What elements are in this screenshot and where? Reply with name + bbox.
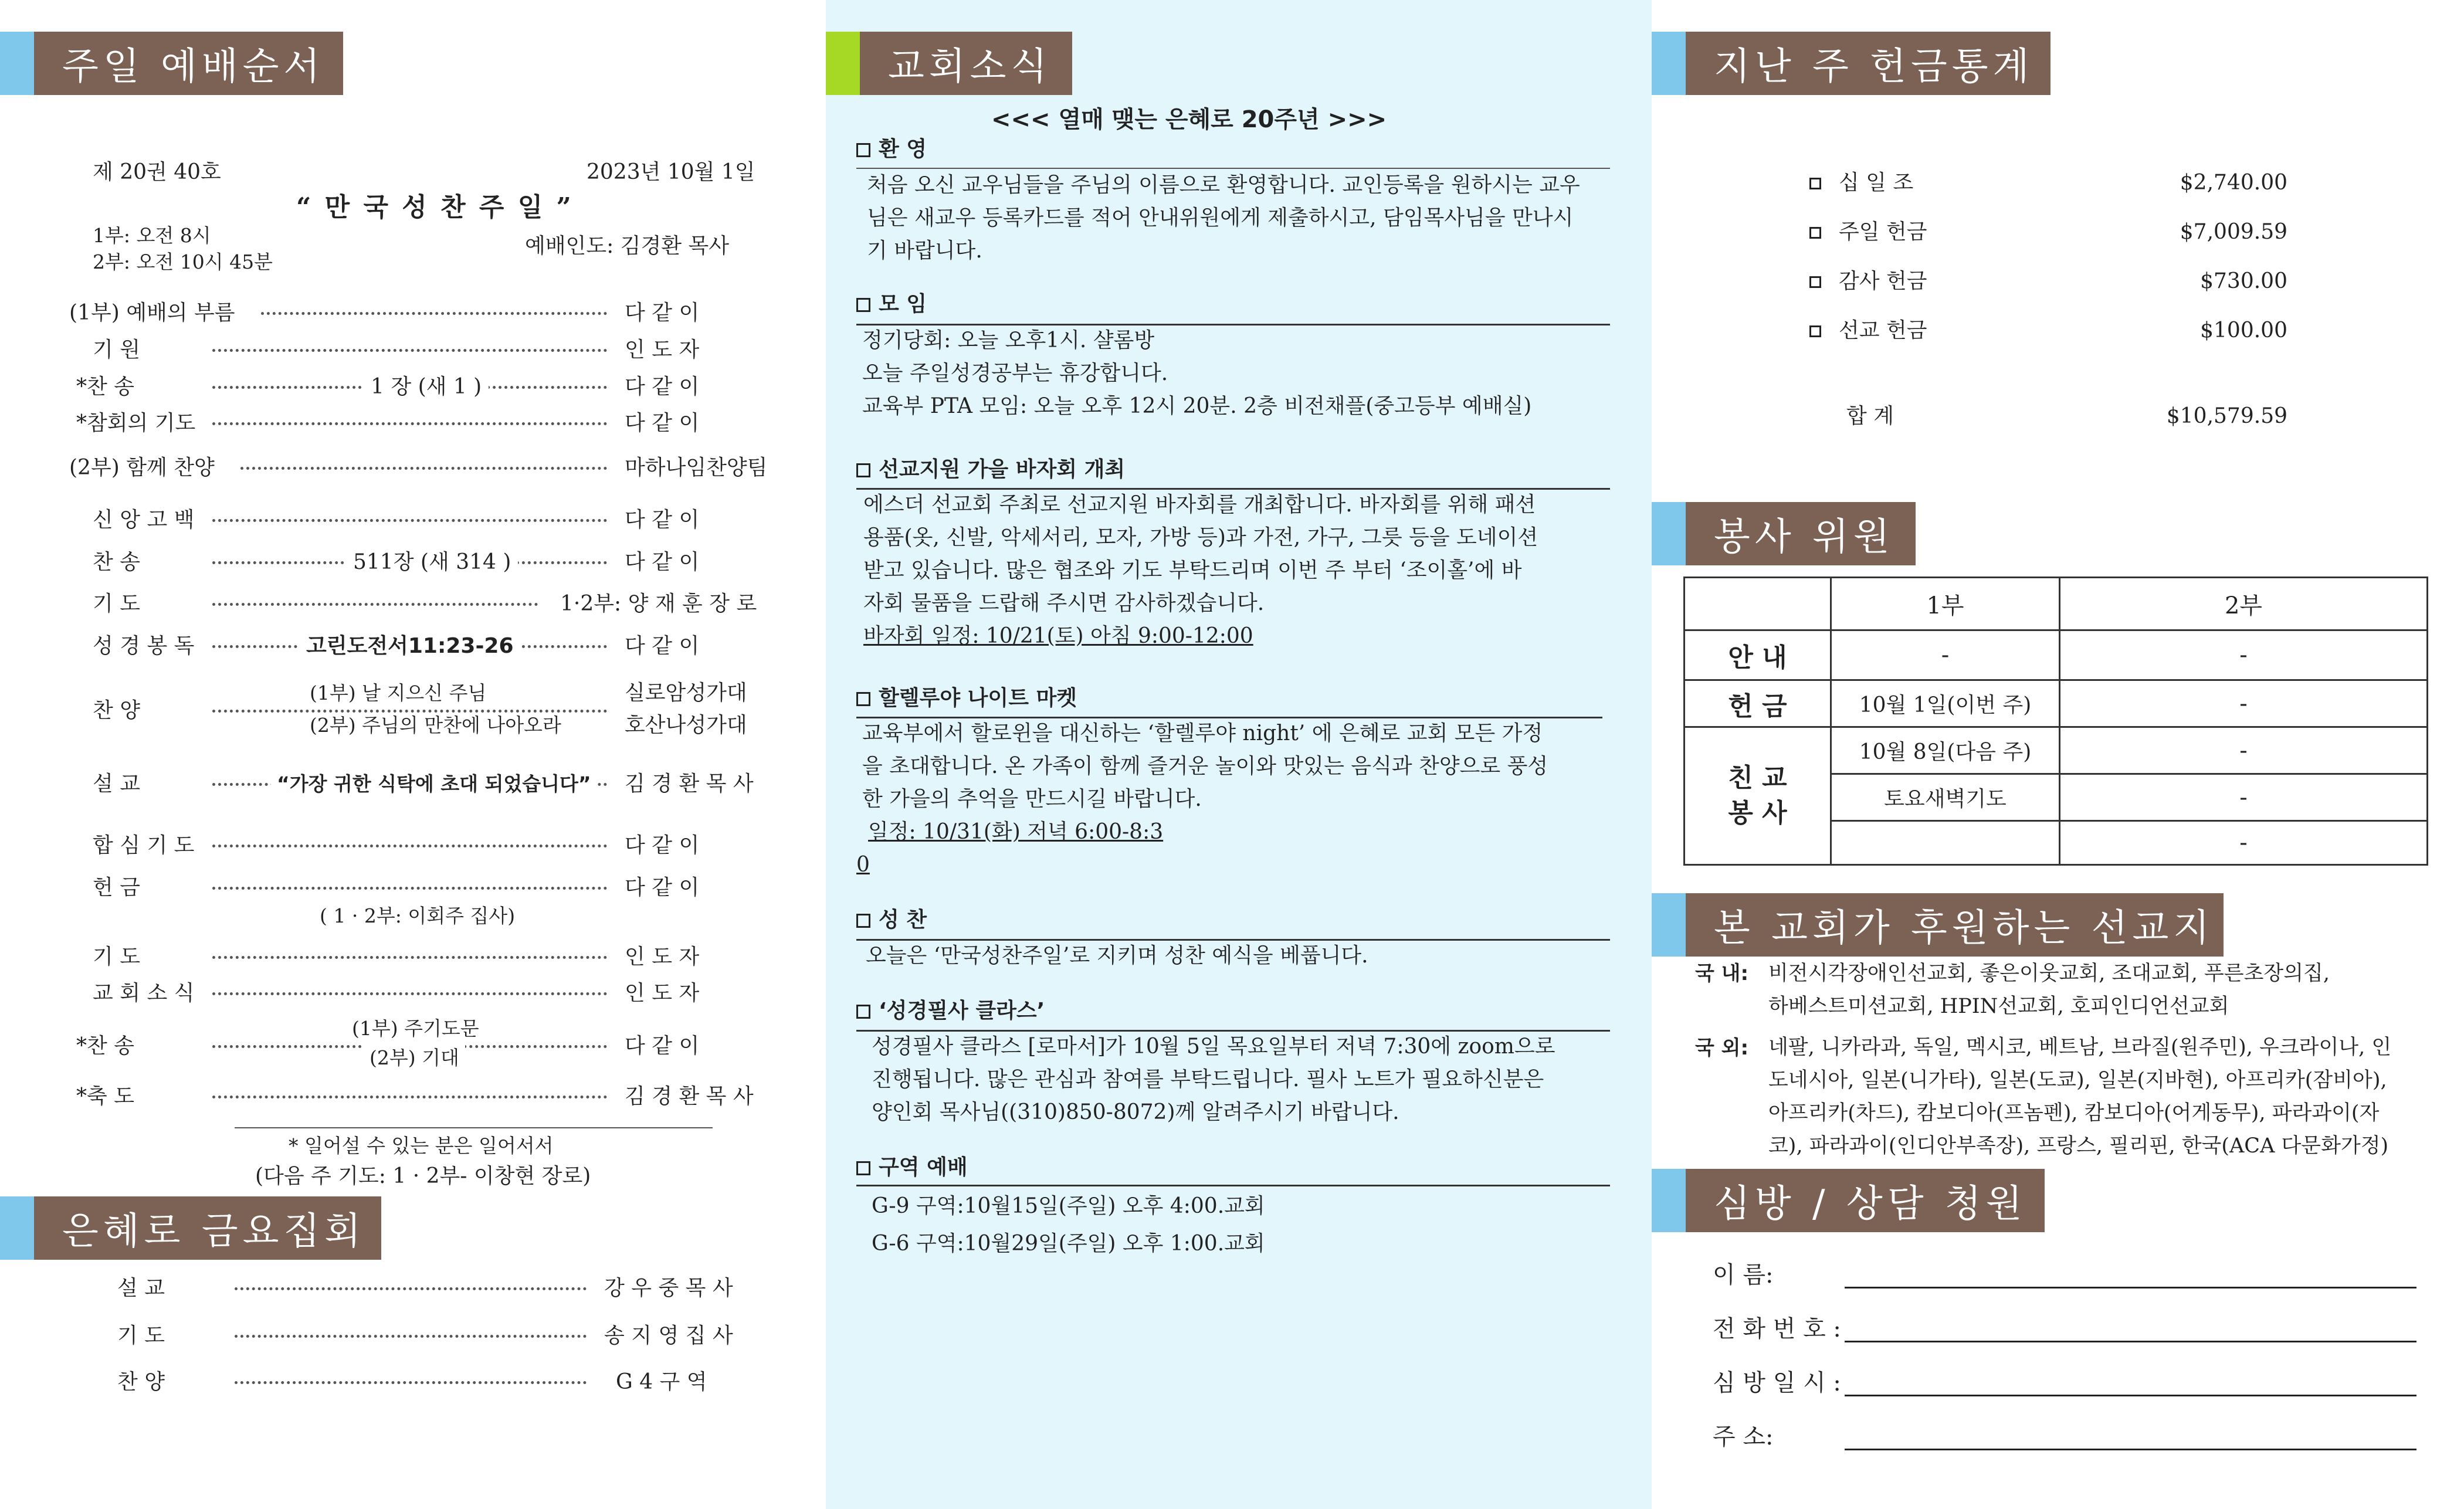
- news-title: 교회소식: [888, 45, 1052, 89]
- visit-title: 심방 / 상담 청원: [1714, 1182, 2027, 1226]
- bazaar-text: 에스더 선교회 주최로 선교지원 바자회를 개최합니다. 바자회를 위해 패션 용품(옷, 신발, 악세서리, 모자, 가방 등)과 가전, 가구, 그릇 등을 도네이션 받고 있습니다. 많은 협조와 기도 부탁드리며 이번 주 부터 ‘조이홀’에 바 자회 물품을 드랍해 주시면 감사하겠습니다. 바자회 일정: 10/21(토) 아침 9:00-12:00: [863, 493, 1538, 648]
- mission-header: [1652, 893, 2224, 957]
- friday-title: 은혜로 금요집회: [62, 1210, 366, 1253]
- mission-title: 본 교회가 후원하는 선교지: [1714, 907, 2215, 950]
- bible-heading: ‘성경필사 클라스’: [856, 994, 1045, 1024]
- meeting-heading: 모 임: [856, 287, 927, 317]
- market-heading: 할렐루야 나이트 마켓: [856, 681, 1077, 711]
- worship-order-header: [0, 32, 343, 95]
- offering-header: [1652, 32, 2050, 95]
- service-time-1: 1부: 오전 8시: [93, 224, 211, 247]
- worship-order-title: 주일 예배순서: [62, 45, 325, 89]
- divider: [235, 1127, 713, 1128]
- communion-text: 오늘은 ‘만국성찬주일’로 지키며 성찬 예식을 베풉니다.: [866, 944, 1368, 968]
- service-time-2: 2부: 오전 10시 45분: [93, 250, 273, 273]
- bible-text: 성경필사 클라스 [로마서]가 10월 5일 목요일부터 저녁 7:30에 zoom으로 진행됩니다. 많은 관심과 참여를 부탁드립니다. 필사 노트가 필요하신분은 양인회 목사님((310)850-8072)께 알려주시기 바랍니다.: [872, 1035, 1555, 1124]
- slogan: <<< 열매 맺는 은혜로 20주년 >>>: [991, 106, 1387, 133]
- meeting-text: 정기당회: 오늘 오후1시. 샬롬방 오늘 주일성경공부는 휴강합니다. 교육부 PTA 모임: 오늘 오후 12시 20분. 2층 비전채플(중고등부 예배실): [862, 328, 1532, 418]
- next-week-prayer: (다음 주 기도: 1 · 2부- 이창현 장로): [255, 1164, 591, 1188]
- sunday-theme: “ 만 국 성 찬 주 일 ”: [296, 192, 574, 222]
- welcome-heading: 환 영: [856, 133, 927, 162]
- standing-note: * 일어설 수 있는 분은 일어서서: [289, 1134, 554, 1157]
- district-heading: 구역 예배: [856, 1151, 968, 1181]
- district-text: G-9 구역:10월15일(주일) 오후 4:00.교회 G-6 구역:10월29일(주일) 오후 1:00.교회: [872, 1194, 1265, 1256]
- issue-number: 제 20권 40호: [93, 160, 221, 184]
- service-header: [1652, 502, 1916, 565]
- service-title: 봉사 위원: [1714, 516, 1894, 559]
- service-table: 1부 2부 안 내 - - 헌 금 10월 1일(이번 주) - 친 교 봉 사 10월 8일(다음 주) - 토요새벽기도 - -: [1683, 577, 2428, 866]
- domestic-label: 국 내:: [1695, 962, 1749, 985]
- offering-title: 지난 주 헌금통계: [1714, 45, 2034, 89]
- foreign-missions: 네팔, 니카라과, 독일, 멕시코, 베트남, 브라질(원주민), 우크라이나, 인 도네시아, 일본(니가타), 일본(도쿄), 일본(지바현), 아프리카(잠비아), 아프리카(차드), 캄보디아(프놈펜), 캄보디아(어게동무), 파라과이(자 코), 파라과이(인디안부족장), 프랑스, 필리핀, 한국(ACA 다문화가정): [1768, 1036, 2392, 1158]
- communion-heading: 성 찬: [856, 903, 927, 933]
- offering-total-label: 합 계: [1846, 404, 1894, 428]
- market-text: 교육부에서 할로윈을 대신하는 ‘할렐루야 night’ 에 은혜로 교회 모든 가정 을 초대합니다. 온 가족이 함께 즐거운 놀이와 맛있는 음식과 찬양으로 풍성 한 가을의 추억을 만드시길 바랍니다. 일정: 10/31(화) 저녁 6:00-8:3 0: [856, 721, 1548, 877]
- foreign-label: 국 외:: [1695, 1036, 1749, 1060]
- friday-header: [0, 1196, 381, 1260]
- worship-leader: 예배인도: 김경환 목사: [525, 234, 729, 258]
- offering-total: $10,579.59: [2166, 404, 2287, 428]
- welcome-text: 처음 오신 교우님들을 주님의 이름으로 환영합니다. 교인등록을 원하시는 교우 님은 새교우 등록카드를 적어 안내위원에게 제출하시고, 담임목사님을 만나시 기 바랍니다.: [867, 173, 1580, 263]
- visit-header: [1652, 1169, 2045, 1232]
- bazaar-heading: 선교지원 가을 바자회 개최: [856, 453, 1125, 483]
- bulletin-date: 2023년 10월 1일: [587, 160, 755, 184]
- news-header: [826, 32, 1072, 95]
- domestic-missions: 비전시각장애인선교회, 좋은이웃교회, 조대교회, 푸른초장의집, 하베스트미션교회, HPIN선교회, 호피인디언선교회: [1768, 962, 2330, 1018]
